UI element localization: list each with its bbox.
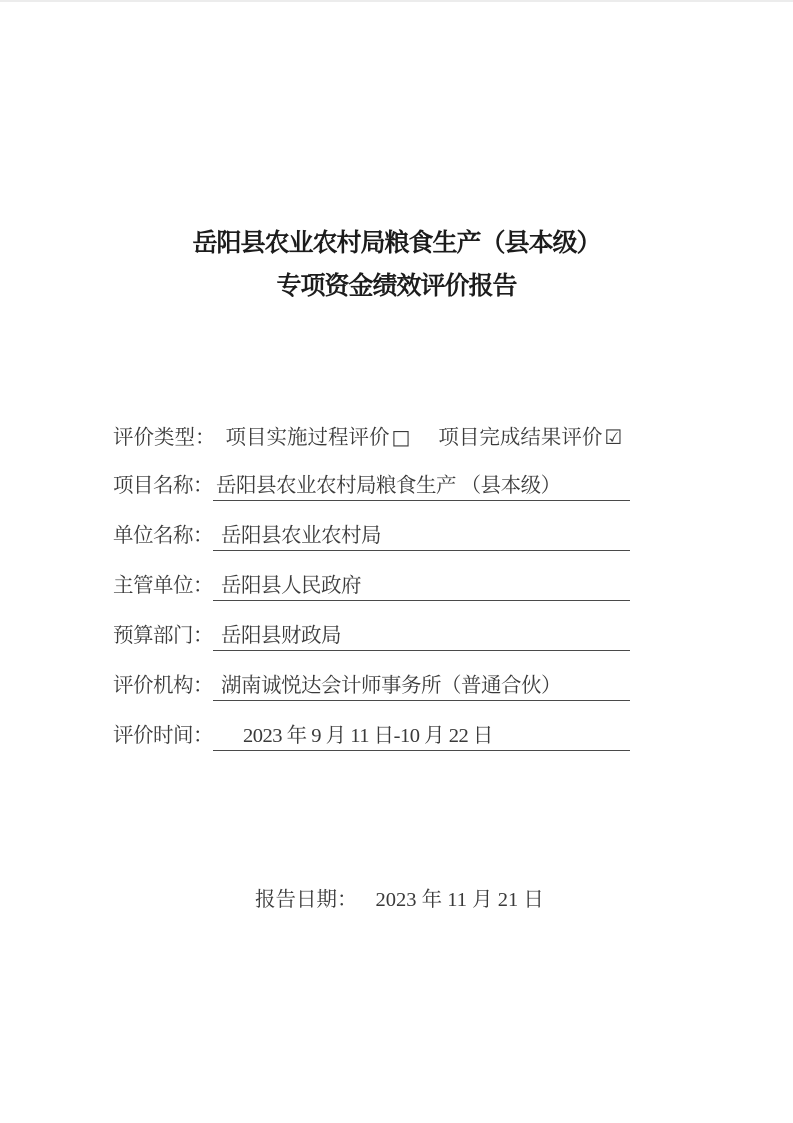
report-title-line2: 专项资金绩效评价报告 bbox=[276, 273, 517, 300]
supervising-unit-value: 岳阳县人民政府 bbox=[213, 574, 630, 601]
field-row-evaluation-period bbox=[113, 724, 630, 774]
report-date-label: 报告日期： bbox=[255, 889, 358, 911]
project-name-value: 岳阳县农业农村局粮食生产 （县本级） bbox=[213, 474, 630, 501]
field-row-evaluation-agency bbox=[113, 674, 630, 724]
field-row-unit-name bbox=[113, 524, 630, 574]
evaluation-period-label: 评价时间： bbox=[113, 725, 213, 747]
evaluation-option-process-label: 项目实施过程评价 bbox=[225, 427, 390, 449]
supervising-unit-label: 主管单位： bbox=[113, 575, 213, 597]
report-title bbox=[0, 222, 793, 308]
evaluation-agency-label: 评价机构： bbox=[113, 675, 213, 697]
unit-name-value: 岳阳县农业农村局 bbox=[213, 524, 630, 551]
cover-fields bbox=[113, 474, 630, 774]
evaluation-option-result bbox=[438, 427, 622, 449]
budget-department-value: 岳阳县财政局 bbox=[213, 624, 630, 651]
report-title-line1: 岳阳县农业农村局粮食生产（县本级） bbox=[192, 230, 601, 257]
project-name-label: 项目名称： bbox=[113, 475, 213, 497]
checkbox-unchecked-icon: □ bbox=[391, 425, 411, 449]
evaluation-option-result-label: 项目完成结果评价 bbox=[438, 427, 603, 449]
field-row-project-name bbox=[113, 474, 630, 524]
budget-department-label: 预算部门： bbox=[113, 625, 213, 647]
field-row-budget-department bbox=[113, 624, 630, 674]
unit-name-label: 单位名称： bbox=[113, 525, 213, 547]
report-date-row bbox=[255, 888, 544, 913]
report-date-value: 2023 年 11 月 21 日 bbox=[375, 889, 544, 911]
evaluation-agency-value: 湖南诚悦达会计师事务所（普通合伙） bbox=[213, 674, 630, 701]
checkbox-checked-icon: ☑ bbox=[604, 425, 623, 449]
field-row-supervising-unit bbox=[113, 574, 630, 624]
evaluation-type-row bbox=[113, 424, 622, 451]
evaluation-period-value: 2023 年 9 月 11 日-10 月 22 日 bbox=[213, 724, 630, 751]
evaluation-type-label: 评价类型： bbox=[113, 427, 216, 449]
evaluation-option-process bbox=[226, 427, 411, 449]
